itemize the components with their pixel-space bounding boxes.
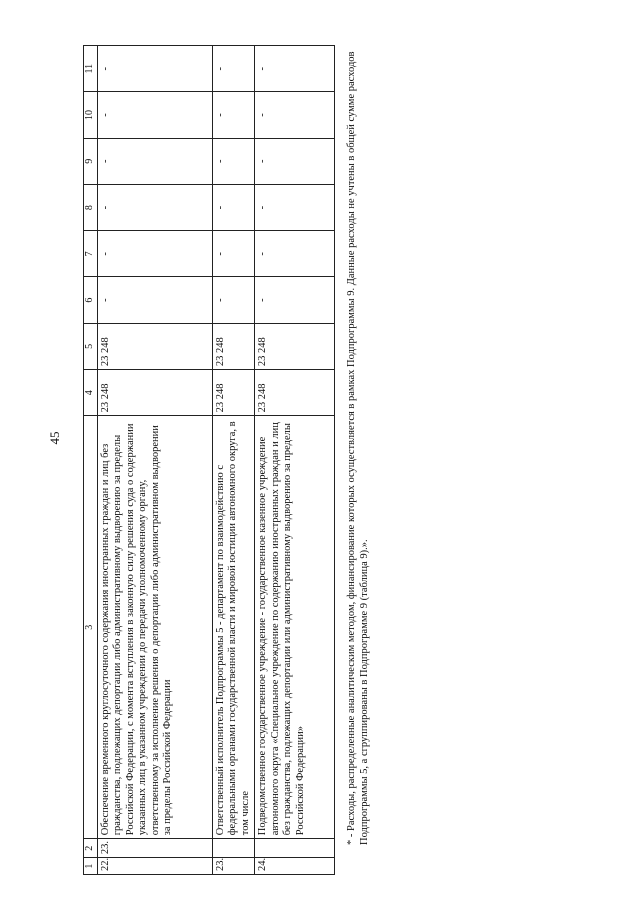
footnote-text: - Расходы, распределенные аналитическим методом, финансирование которых осуществляется в рамках Подпрограммы 9. Данные расходы не учтены в общей сумме расходов Подпрограммы 5, а сгруппированы в Подпрограмме 9 (таблица 9).». [346,51,370,845]
row-description: Ответственный исполнитель Подпрограммы 5 - департамент по взаимодействию с федеральными органами государственной власти и мировой юстиции автономного округа, в том числе [212,416,255,839]
footnote [345,0,371,845]
table-rotated-container [83,45,335,875]
footnote-marker: * [346,839,357,845]
amount-col5: 23 248 [255,323,335,369]
row-number: 22. [97,858,212,875]
page-number: 45 [47,431,62,445]
row-description: Подведомственное государственное учреждение - государственное казенное учреждение автономного округа «Специальное учреждение по содержанию иностранных граждан и лиц без гражданства, подлежащих депортации или административному выдворению за пределы Российской Федерации» [255,416,335,839]
amount-col6: - [212,277,255,323]
row-sub-number [212,839,255,858]
amount-col8: - [212,184,255,230]
amount-col9: - [255,138,335,184]
amount-col7: - [97,231,212,277]
amount-col9: - [97,138,212,184]
table-row [255,46,335,875]
column-header: 4 [84,370,98,416]
amount-col5: 23 248 [97,323,212,369]
column-header: 11 [84,46,98,92]
column-header: 7 [84,231,98,277]
budget-table [83,45,335,875]
amount-total: 23 248 [212,370,255,416]
row-sub-number [255,839,335,858]
amount-col7: - [212,231,255,277]
column-header: 8 [84,184,98,230]
amount-col11: - [212,46,255,92]
amount-col10: - [255,92,335,138]
row-number: 23. [212,858,255,875]
amount-col10: - [97,92,212,138]
row-description: Обеспечение временного круглосуточного содержания иностранных граждан и лиц без гражданства, подлежащих депортации либо административному выдворению за пределы Российской Федерации, с момента вступления в законную силу решения суда о содержании указанных лиц в указанном учреждении до передачи уполномоченному органу, ответственному за исполнение решения о депортации либо административном выдворении за пределы Российской Федерации [97,416,212,839]
column-header: 3 [84,416,98,839]
amount-col8: - [255,184,335,230]
amount-col11: - [97,46,212,92]
row-number: 24. [255,858,335,875]
column-header: 1 [84,858,98,875]
amount-col9: - [212,138,255,184]
row-sub-number: 23. [97,839,212,858]
amount-col10: - [212,92,255,138]
amount-col8: - [97,184,212,230]
amount-total: 23 248 [255,370,335,416]
column-header: 5 [84,323,98,369]
amount-col11: - [255,46,335,92]
table-row [97,46,212,875]
amount-col6: - [97,277,212,323]
column-header: 9 [84,138,98,184]
amount-col5: 23 248 [212,323,255,369]
amount-col6: - [255,277,335,323]
amount-col7: - [255,231,335,277]
table-row [212,46,255,875]
table-header-row [84,46,98,875]
column-header: 2 [84,839,98,858]
amount-total: 23 248 [97,370,212,416]
column-header: 6 [84,277,98,323]
column-header: 10 [84,92,98,138]
